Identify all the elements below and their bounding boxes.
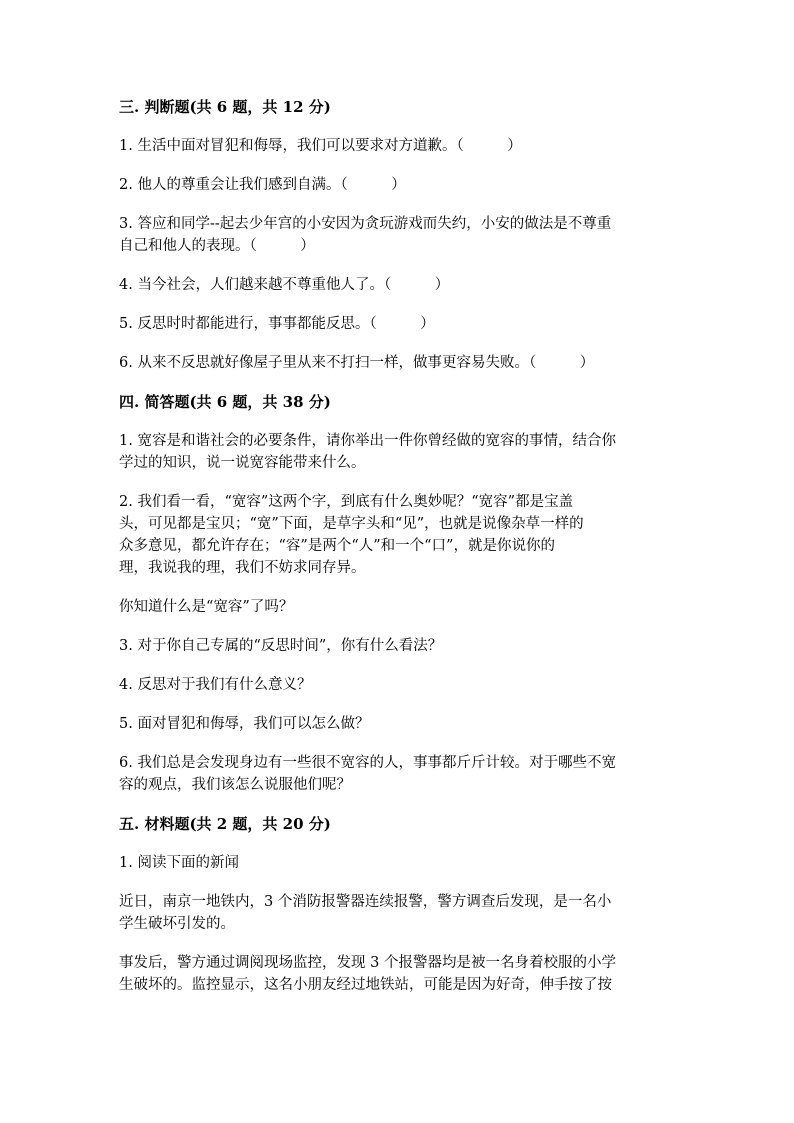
question bbox=[119, 274, 667, 296]
question-line: 3. 答应和同学--起去少年宫的小安因为贪玩游戏而失约，小安的做法是不尊重 bbox=[119, 216, 612, 232]
question-line: 1. 宽容是和谐社会的必要条件，请你举出一件你曾经做的宽容的事情，结合你 bbox=[119, 433, 616, 449]
question-line: 自己和他人的表现。（ ） bbox=[119, 238, 315, 254]
material-line: 学生破坏引发的。 bbox=[119, 916, 235, 932]
question-line: 5. 面对冒犯和侮辱，我们可以怎么做？ bbox=[119, 716, 370, 732]
material-paragraph bbox=[119, 891, 667, 935]
question-line: 学过的知识，说一说宽容能带来什么。 bbox=[119, 455, 366, 471]
question-line: 2. 他人的尊重会让我们感到自满。（ ） bbox=[119, 177, 406, 193]
question-line: 4. 当今社会，人们越来越不尊重他人了。（ ） bbox=[119, 277, 450, 293]
material-line: 生破坏的。监控显示，这名小朋友经过地铁站，可能是因为好奇，伸手按了按 bbox=[119, 977, 612, 993]
question-line: 6. 我们总是会发现身边有一些很不宽容的人，事事都斤斤计较。对于哪些不宽 bbox=[119, 755, 616, 771]
document-page bbox=[119, 96, 667, 1013]
question-line: 1. 生活中面对冒犯和侮辱，我们可以要求对方道歉。（ ） bbox=[119, 138, 522, 154]
question bbox=[119, 313, 667, 335]
question bbox=[119, 430, 667, 474]
question-line: 5. 反思时时都能进行，事事都能反思。（ ） bbox=[119, 316, 435, 332]
question-line: 你知道什么是“宽容”了吗？ bbox=[119, 599, 294, 615]
question bbox=[119, 491, 667, 579]
question-line: 2. 我们看一看，“宽容”这两个字，到底有什么奥妙呢？“宽容”都是宝盖 bbox=[119, 494, 574, 510]
question-line: 容的观点，我们该怎么说服他们呢？ bbox=[119, 777, 351, 793]
section-heading-judgment: 三. 判断题(共 6 题，共 12 分) bbox=[119, 98, 331, 116]
question-line: 1. 阅读下面的新闻 bbox=[119, 855, 239, 871]
question bbox=[119, 674, 667, 696]
question-line: 3. 对于你自己专属的“反思时间”，你有什么看法？ bbox=[119, 638, 443, 654]
section-heading-short-answer: 四. 简答题(共 6 题，共 38 分) bbox=[119, 393, 331, 411]
question bbox=[119, 135, 667, 157]
material-line: 事发后，警方通过调阅现场监控，发现 3 个报警器均是被一名身着校服的小学 bbox=[119, 955, 616, 971]
material-paragraph bbox=[119, 952, 667, 996]
question-line: 4. 反思对于我们有什么意义？ bbox=[119, 677, 312, 693]
question bbox=[119, 352, 667, 374]
question bbox=[119, 635, 667, 657]
question bbox=[119, 752, 667, 796]
question bbox=[119, 713, 667, 735]
section-heading-material: 五. 材料题(共 2 题，共 20 分) bbox=[119, 815, 331, 833]
question bbox=[119, 852, 667, 874]
question-line: 理，我说我的理，我们不妨求同存异。 bbox=[119, 560, 366, 576]
question-line: 众多意见，都允许存在；“容”是两个“人”和一个“口”，就是你说你的 bbox=[119, 538, 555, 554]
question-line: 6. 从来不反思就好像屋子里从来不打扫一样，做事更容易失败。（ ） bbox=[119, 355, 595, 371]
question bbox=[119, 174, 667, 196]
question-line: 头，可见都是宝贝；“宽”下面，是草字头和“见”，也就是说像杂草一样的 bbox=[119, 516, 584, 532]
material-line: 近日，南京一地铁内，3 个消防报警器连续报警，警方调查后发现，是一名小 bbox=[119, 894, 612, 910]
question bbox=[119, 213, 667, 257]
question bbox=[119, 596, 667, 618]
